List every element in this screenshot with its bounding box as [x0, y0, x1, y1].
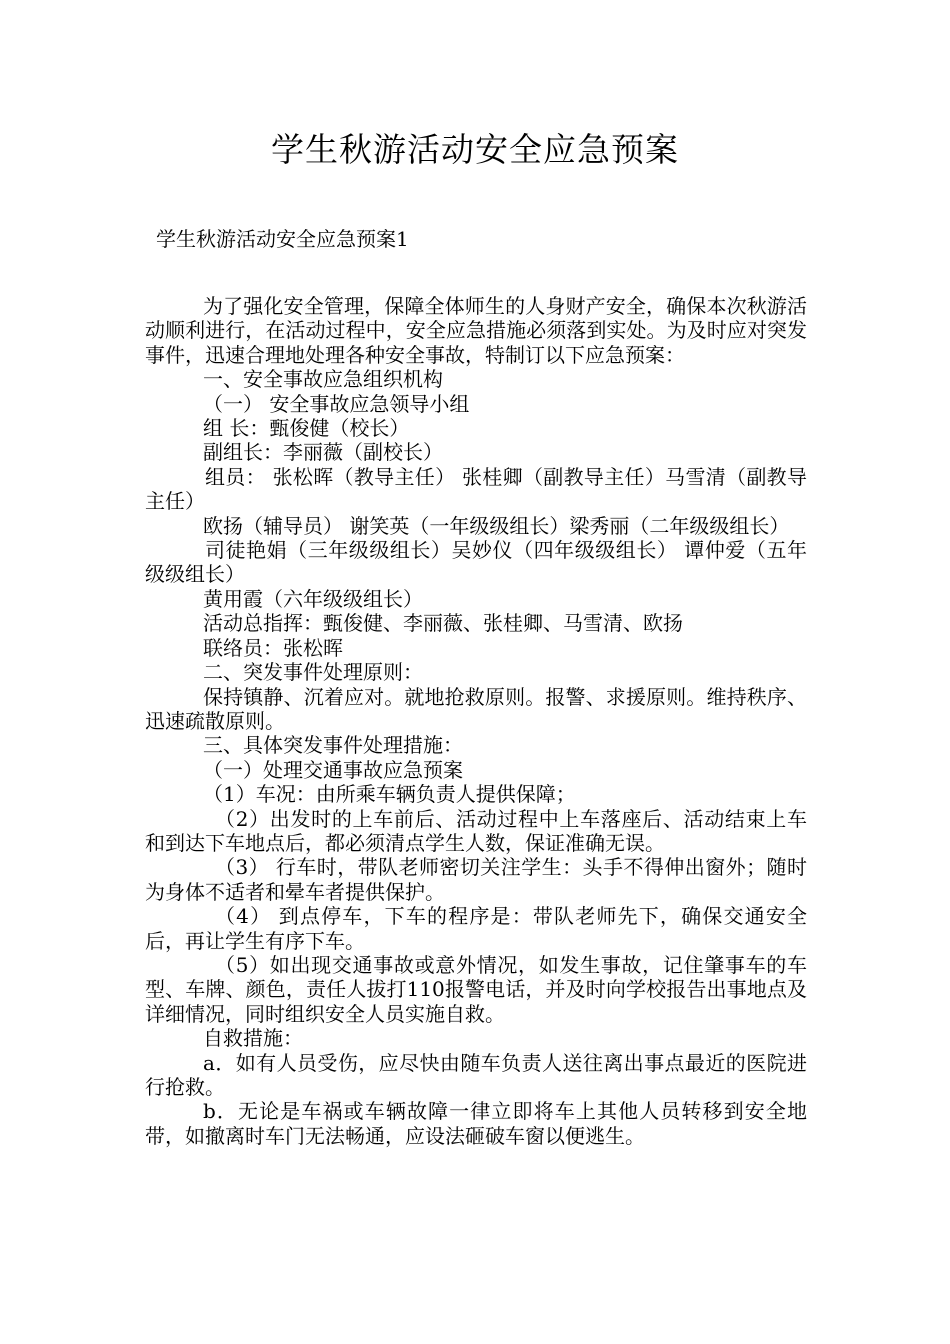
section-heading: 一、安全事故应急组织机构: [203, 367, 443, 392]
paragraph: 组员： 张松晖（教导主任） 张桂卿（副教导主任）马雪清（副教导主任）: [145, 464, 807, 514]
document-subtitle: 学生秋游活动安全应急预案1: [156, 227, 409, 251]
section-heading: 三、具体突发事件处理措施：: [203, 733, 463, 758]
paragraph: 组 长：甄俊健（校长）: [203, 416, 410, 441]
paragraph: 保持镇静、沉着应对。就地抢救原则。报警、求援原则。维持秩序、迅速疏散原则。: [145, 684, 807, 733]
paragraph: 司徒艳娟（三年级级组长）吴妙仪（四年级级组长） 谭仲爱（五年级级组长）: [145, 538, 807, 587]
paragraph: （5）如出现交通事故或意外情况，如发生事故，记住肇事车的车型、车牌、颜色，责任人拔打110报警电话，并及时向学校报告出事地点及详细情况，同时组织安全人员实施自救。: [145, 952, 807, 1026]
paragraph: 为了强化安全管理，保障全体师生的人身财产安全，确保本次秋游活动顺利进行，在活动过程中，安全应急措施必须落到实处。为及时应对突发事件，迅速合理地处理各种安全事故，特制订以下应急预案：: [145, 294, 807, 367]
paragraph: a．如有人员受伤，应尽快由随车负责人送往离出事点最近的医院进行抢救。: [145, 1050, 807, 1099]
subsection-heading: （一） 安全事故应急领导小组: [203, 391, 470, 416]
document-title: 学生秋游活动安全应急预案: [271, 130, 679, 169]
paragraph: 欧扬（辅导员） 谢笑英（一年级级组长）梁秀丽（二年级级组长）: [203, 513, 790, 538]
paragraph: 活动总指挥：甄俊健、李丽薇、张桂卿、马雪清、欧扬: [203, 611, 683, 636]
subsection-heading: （一）处理交通事故应急预案: [203, 757, 463, 782]
paragraph: （1）车况：由所乘车辆负责人提供保障；: [203, 782, 576, 807]
paragraph: （3） 行车时，带队老师密切关注学生：头手不得伸出窗外；随时为身体不适者和晕车者提供保护。: [145, 855, 807, 904]
paragraph: b．无论是车祸或车辆故障一律立即将车上其他人员转移到安全地带，如撤离时车门无法畅通，应设法砸破车窗以便逃生。: [145, 1099, 807, 1148]
paragraph: （2）出发时的上车前后、活动过程中上车落座后、活动结束上车和到达下车地点后，都必须清点学生人数，保证准确无误。: [145, 806, 807, 855]
paragraph: 自救措施：: [203, 1026, 303, 1051]
paragraph: 副组长：李丽薇（副校长）: [203, 440, 443, 465]
document-body: [145, 294, 807, 1148]
paragraph: （4） 到点停车，下车的程序是：带队老师先下，确保交通安全后，再让学生有序下车。: [145, 904, 807, 953]
paragraph: 黄用霞（六年级级组长）: [203, 586, 423, 611]
paragraph: 联络员：张松晖: [203, 635, 343, 660]
section-heading: 二、突发事件处理原则：: [203, 660, 423, 685]
